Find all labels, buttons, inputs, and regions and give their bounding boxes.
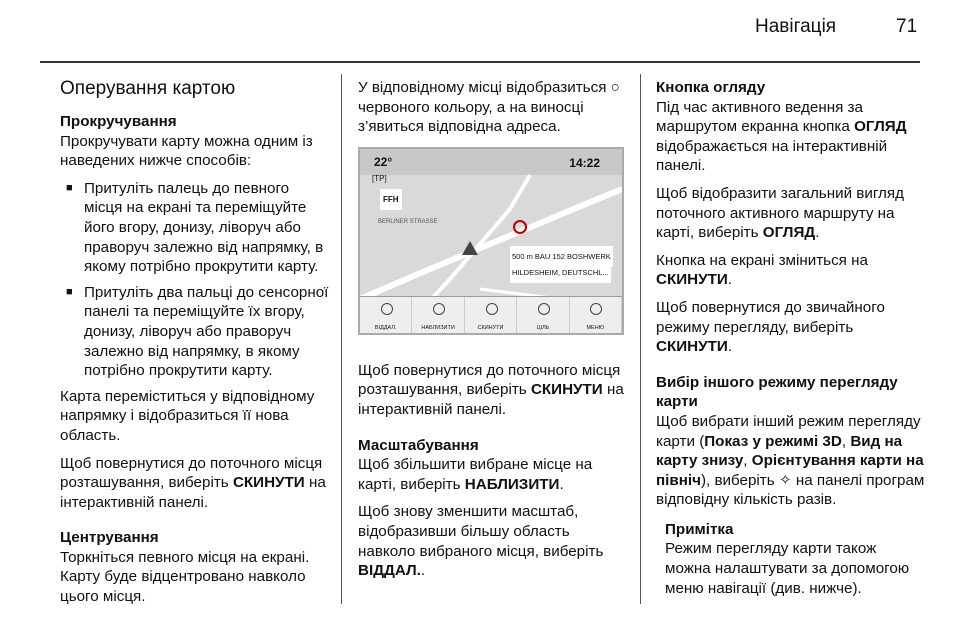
subsection-title: Прокручування [60, 113, 177, 130]
paragraph [358, 455, 628, 494]
text: . [420, 562, 426, 580]
column-2 [358, 78, 628, 589]
paragraph [656, 98, 926, 176]
infotainment-screen-illustration [358, 147, 624, 335]
zoom-in-button[interactable]: НАБЛИЗИТИ [412, 297, 464, 333]
note-box [656, 520, 926, 598]
address-callout: HILDESHEIM, DEUTSCHL... [510, 262, 611, 284]
reset-button[interactable]: СКИНУТИ [465, 297, 517, 333]
text: У відповідному місці відобразиться [358, 79, 607, 96]
text: , [743, 452, 748, 470]
text: . [559, 475, 564, 493]
paragraph [358, 361, 628, 420]
list-item: ■ Притуліть два пальці до сенсорної панелі та переміщуйте їх вгору, донизу, ліворуч або праворуч залежно від напрямку, в якому потрібно прокрутити карту. [60, 283, 330, 381]
paragraph [60, 454, 330, 513]
text: ), виберіть [700, 471, 775, 489]
list-item: ■ Притуліть палець до певного місця на екрані та переміщуйте його вгору, донизу, ліворуч або праворуч залежно від напрямку, в якому потрібно прокрутити карту. [60, 179, 330, 277]
subsection-title: Центрування [60, 529, 159, 547]
text: Під час активного ведення за маршрутом екранна кнопка [656, 98, 863, 136]
paragraph: Карта переміститься у відповідному напрямку і відобразиться її нова область. [60, 387, 315, 444]
destination-button[interactable]: ЦІЛЬ [517, 297, 569, 333]
paragraph [656, 298, 926, 357]
station-label: FFH [380, 189, 402, 211]
paragraph [656, 412, 926, 510]
text: на панелі програм відповідну кількість разів. [656, 471, 925, 509]
option-label: Вид на карту знизу [656, 432, 903, 470]
paragraph [656, 184, 926, 243]
key-label: ВІДДАЛ. [358, 562, 421, 580]
key-label: СКИНУТИ [530, 381, 603, 399]
text: Щоб повернутися до поточного місця розташування, виберіть [358, 361, 621, 399]
subsection-title: Вибір іншого режиму перегляду карти [656, 373, 898, 411]
map-view-icon: ✧ [778, 471, 792, 489]
key-label: СКИНУТИ [656, 271, 728, 289]
temperature-readout: 22° [374, 154, 393, 169]
section-heading: Оперування картою [60, 78, 236, 99]
text: Щоб вибрати інший режим перегляду карти ( [656, 412, 921, 450]
text: Щоб збільшити вибране місце на карті, виберіть [358, 456, 593, 493]
zoom-out-button[interactable]: ВІДДАЛ. [360, 297, 412, 333]
traffic-program-indicator: [TP] [372, 173, 387, 183]
note-text: Режим перегляду карти також можна налаштувати за допомогою меню навігації (див. нижче). [665, 540, 910, 597]
paragraph: Прокручувати карту можна одним із наведених нижче способів: [60, 132, 313, 170]
text: Щоб повернутися до поточного місця розташування, виберіть [60, 454, 323, 492]
option-label: Показ у режимі 3D [704, 432, 842, 450]
text: Щоб відобразити загальний вигляд поточного активного маршруту на карті, виберіть [656, 184, 904, 242]
text: . [815, 224, 820, 242]
note-title: Примітка [665, 520, 734, 538]
road-label: BERLINER STRASSE [378, 218, 438, 225]
text: на інтерактивній панелі. [358, 381, 624, 418]
column-divider [640, 74, 641, 604]
key-label: СКИНУТИ [232, 474, 305, 492]
key-label: ОГЛЯД [854, 118, 907, 136]
paragraph [358, 78, 628, 137]
circle-marker-icon: ○ [610, 79, 620, 96]
paragraph: Торкніться певного місця на екрані. Карту буде відцентровано навколо цього місця. [60, 548, 310, 606]
option-label: Орієнтування карти на північ [656, 452, 924, 489]
subsection-title: Кнопка огляду [656, 79, 766, 96]
paragraph [656, 251, 926, 290]
text: на інтерактивній панелі. [60, 474, 326, 511]
text: Кнопка на екрані зміниться на [656, 251, 868, 269]
menu-button[interactable]: МЕНЮ [570, 297, 622, 333]
header-divider [40, 61, 920, 63]
page-number: 71 [896, 16, 918, 37]
text: червоного кольору, а на виносці з’явиться відповідна адреса. [358, 98, 584, 136]
subsection-title: Масштабування [358, 436, 479, 454]
text: відображається на інтерактивній панелі. [656, 137, 888, 175]
text: Щоб знову зменшити масштаб, відобразивши більшу область навколо вибраного місця, виберіть [358, 503, 604, 560]
column-3 [656, 78, 926, 598]
page-header-title: Навігація [755, 16, 837, 37]
text: Щоб повернутися до звичайного режиму перегляду, виберіть [656, 298, 885, 336]
column-1 [60, 78, 330, 615]
text: . [727, 338, 732, 356]
key-label: СКИНУТИ [656, 338, 728, 356]
distance-callout: 500 m BAU 152 BOSHWERK [510, 246, 613, 268]
paragraph [358, 502, 628, 580]
key-label: НАБЛИЗИТИ [464, 475, 560, 493]
text: , [841, 432, 847, 450]
text: . [727, 271, 732, 289]
bullet-list [60, 179, 330, 381]
key-label: ОГЛЯД [762, 224, 816, 242]
interaction-selector-bar [360, 296, 622, 333]
clock-readout: 14:22 [569, 155, 600, 170]
column-divider [341, 74, 342, 604]
